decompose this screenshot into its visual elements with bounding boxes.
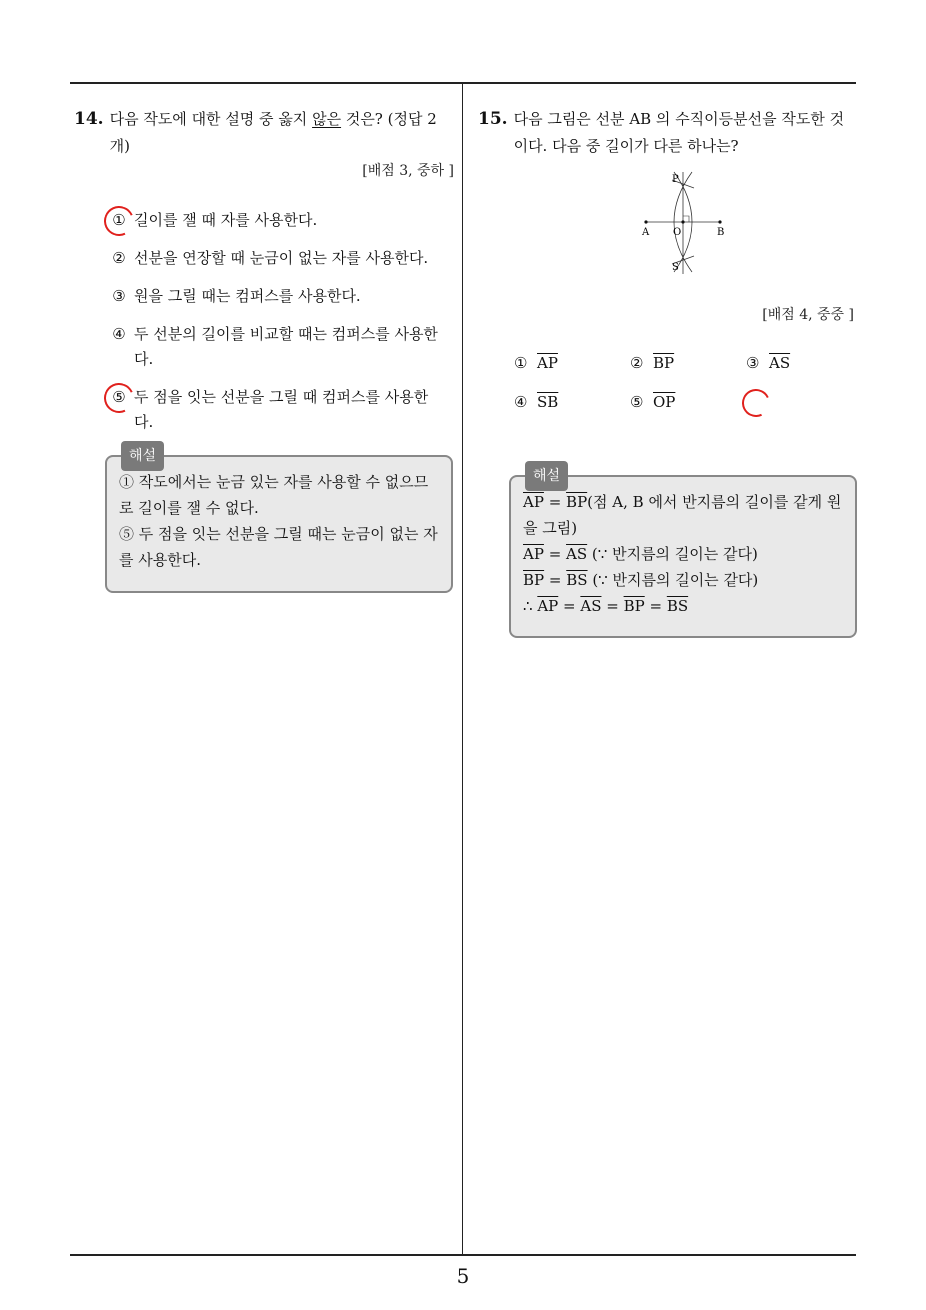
choice-text: 길이를 잴 때 자를 사용한다. xyxy=(134,211,318,229)
choice-marker: ⑤ xyxy=(112,388,126,406)
question-14 xyxy=(74,106,454,448)
question-underlined-word: 않은 xyxy=(312,110,342,128)
question-text: 다음 그림은 선분 AB 의 수직이등분선을 작도한 것이다. 다음 중 길이가 다른 하나는? xyxy=(513,110,845,155)
choice-1[interactable] xyxy=(74,208,454,233)
equals: = xyxy=(543,545,567,563)
label-p: P xyxy=(672,174,679,185)
question-15-header xyxy=(478,106,858,160)
point-b xyxy=(718,220,721,223)
choice-marker: ④ xyxy=(514,393,528,411)
choice-text: 원을 그릴 때는 컴퍼스를 사용한다. xyxy=(134,287,361,305)
equals: = xyxy=(601,597,624,615)
segment: $\overline{BP}$ xyxy=(523,571,545,589)
choice-text: 두 선분의 길이를 비교할 때는 컴퍼스를 사용한다. xyxy=(134,325,438,368)
label-s: S xyxy=(672,262,679,273)
explanation-line: ① 작도에서는 눈금 있는 자를 사용할 수 없으므로 길이를 잴 수 없다. xyxy=(119,473,429,517)
reason-text: (점 A, B 에서 반지름의 길이를 같게 원을 그림) xyxy=(523,493,842,537)
question-text xyxy=(110,106,454,160)
equals: = xyxy=(543,493,567,511)
explanation-line-2 xyxy=(523,541,843,567)
equals: = xyxy=(544,571,567,589)
question-number: 14. xyxy=(74,109,104,129)
answer-circle-mark xyxy=(738,385,774,421)
question-14-header xyxy=(74,106,454,160)
choice-2[interactable] xyxy=(74,246,454,271)
choice-text: 선분을 연장할 때 눈금이 없는 자를 사용한다. xyxy=(134,249,429,267)
choice-segment: $\overline{AS}$ xyxy=(769,354,791,372)
point-a xyxy=(644,220,647,223)
label-b: B xyxy=(717,227,725,238)
question-meta: [배점 3, 중하 ] xyxy=(362,163,454,179)
segment: $\overline{BS}$ xyxy=(666,597,689,615)
perpendicular-bisector-figure xyxy=(638,166,728,276)
segment: $\overline{AP}$ xyxy=(523,493,544,511)
explanation-line-1 xyxy=(523,489,843,541)
choice-4[interactable] xyxy=(514,393,630,411)
choice-segment: $\overline{SB}$ xyxy=(537,393,559,411)
choice-segment: $\overline{AP}$ xyxy=(537,354,558,372)
question-meta: [배점 4, 중중 ] xyxy=(762,307,854,323)
segment: $\overline{BP}$ xyxy=(566,493,588,511)
equals: = xyxy=(558,597,581,615)
question-number: 15. xyxy=(478,109,508,129)
reason-text: (∵ 반지름의 길이는 같다) xyxy=(587,545,758,563)
explanation-line-3 xyxy=(523,567,843,593)
equals: = xyxy=(644,597,667,615)
choice-segment: $\overline{OP}$ xyxy=(653,393,676,411)
segment: $\overline{BP}$ xyxy=(623,597,645,615)
bottom-rule xyxy=(70,1254,856,1256)
choice-3[interactable] xyxy=(746,354,862,372)
explanation-tag: 해설 xyxy=(525,461,568,491)
choice-row-1 xyxy=(514,354,862,372)
choice-marker: ① xyxy=(514,354,528,372)
column-divider xyxy=(462,82,463,1256)
choice-5[interactable] xyxy=(74,385,454,435)
choice-marker: ② xyxy=(112,249,126,267)
explanation-line: ⑤ 두 점을 잇는 선분을 그릴 때는 눈금이 없는 자를 사용한다. xyxy=(119,525,438,569)
therefore-symbol: ∴ xyxy=(523,597,538,615)
choice-row-2 xyxy=(514,393,746,411)
choice-1[interactable] xyxy=(514,354,630,372)
reason-text: (∵ 반지름의 길이는 같다) xyxy=(587,571,759,589)
segment: $\overline{AP}$ xyxy=(537,597,559,615)
choice-2[interactable] xyxy=(630,354,746,372)
question-text-part: 것은? (정답 2개) xyxy=(109,110,437,155)
explanation-box-15 xyxy=(509,468,857,638)
choice-marker: ⑤ xyxy=(630,393,644,411)
explanation-line-4 xyxy=(523,593,843,619)
choice-marker: ③ xyxy=(746,354,760,372)
choice-segment: $\overline{BP}$ xyxy=(653,354,675,372)
segment: $\overline{BS}$ xyxy=(566,571,588,589)
segment: $\overline{AS}$ xyxy=(580,597,602,615)
choice-3[interactable] xyxy=(74,284,454,309)
point-o xyxy=(681,220,684,223)
explanation-box-14 xyxy=(105,448,453,593)
label-a: A xyxy=(642,227,650,238)
choice-marker: ① xyxy=(112,211,126,229)
choice-marker: ④ xyxy=(112,325,126,343)
segment: $\overline{AP}$ xyxy=(523,545,544,563)
choice-4[interactable] xyxy=(74,322,454,372)
explanation-tag: 해설 xyxy=(121,441,164,471)
choice-list xyxy=(74,208,454,435)
segment: $\overline{AS}$ xyxy=(566,545,588,563)
choice-text: 두 점을 잇는 선분을 그릴 때 컴퍼스를 사용한다. xyxy=(134,388,429,431)
page-number: 5 xyxy=(456,1264,470,1288)
choice-marker: ③ xyxy=(112,287,126,305)
label-o: O xyxy=(673,227,682,238)
choice-marker: ② xyxy=(630,354,644,372)
question-15 xyxy=(478,106,858,323)
question-text-part: 다음 작도에 대한 설명 중 옳지 xyxy=(109,110,313,128)
top-rule xyxy=(70,82,856,84)
choice-5[interactable] xyxy=(630,393,746,411)
